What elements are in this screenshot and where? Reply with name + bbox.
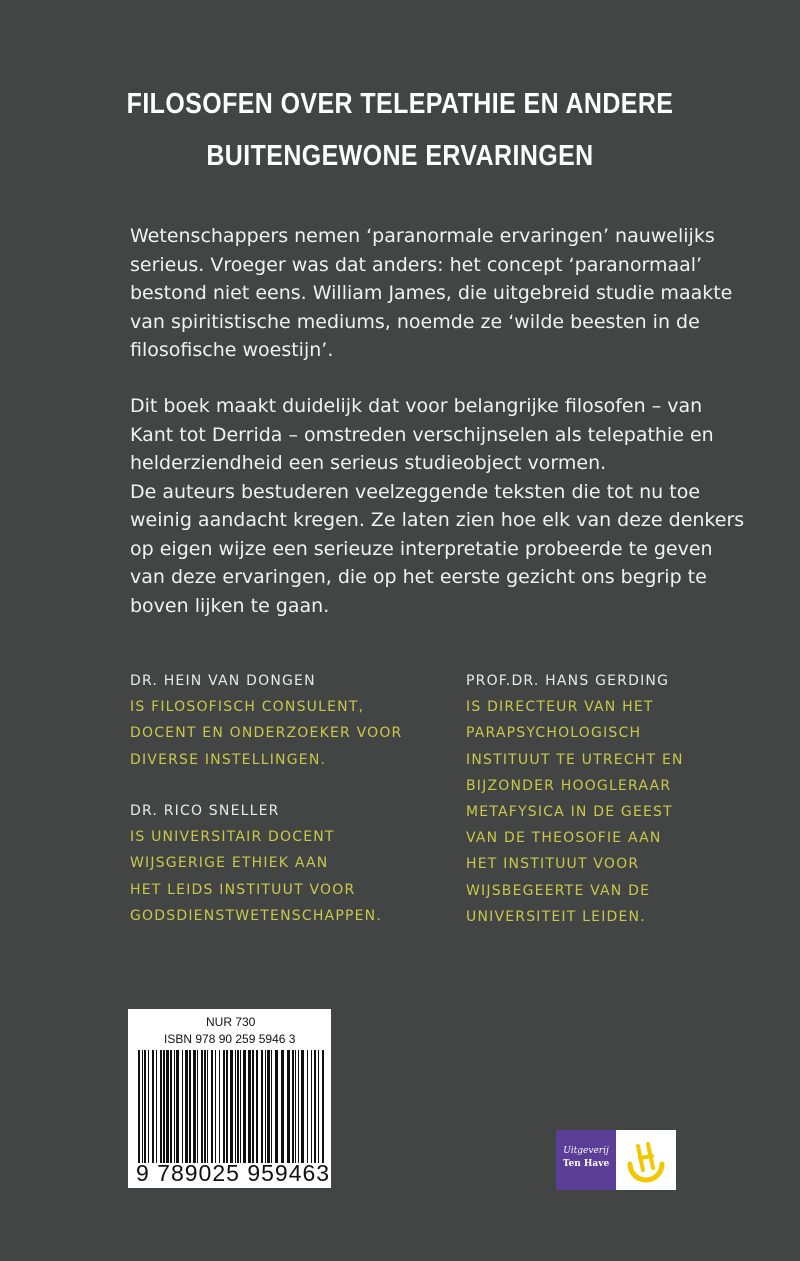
barcode-bar xyxy=(230,1050,233,1163)
publisher-logo xyxy=(556,1130,676,1190)
description-paragraph-2 xyxy=(130,392,745,620)
text-line: serieus. Vroeger was dat anders: het concept ‘paranormaal’ xyxy=(130,253,703,276)
barcode-bar xyxy=(226,1050,228,1163)
barcode-bar xyxy=(170,1050,172,1163)
barcode-bar xyxy=(148,1050,149,1163)
text-line: filosofische woestijn’. xyxy=(130,339,334,361)
isbn-text: ISBN 978 90 259 5946 3 xyxy=(164,1032,296,1046)
bio-line: HET LEIDS INSTITUUT VOOR xyxy=(130,881,356,898)
barcode-bars xyxy=(136,1050,326,1163)
barcode-bar xyxy=(281,1050,284,1163)
bio-line: WIJSBEGEERTE VAN DE xyxy=(466,882,651,899)
barcode-bar xyxy=(185,1050,188,1163)
barcode-bar xyxy=(207,1050,208,1163)
barcode-bar xyxy=(174,1050,175,1163)
bio-line: IS DIRECTEUR VAN HET xyxy=(466,699,654,716)
barcode-bar xyxy=(271,1050,272,1163)
barcode-bar xyxy=(138,1050,140,1163)
bio-line: PARAPSYCHOLOGISCH xyxy=(466,725,642,742)
bio-line: INSTITUUT TE UTRECHT EN xyxy=(466,751,684,768)
text-line: boven lijken te gaan. xyxy=(130,594,330,617)
barcode-bar xyxy=(265,1050,266,1163)
barcode-bar xyxy=(176,1050,179,1163)
barcode-bar xyxy=(314,1050,316,1163)
barcode-bar xyxy=(318,1050,319,1163)
bio-line: IS FILOSOFISCH CONSULENT, xyxy=(130,699,365,716)
barcode-bar xyxy=(292,1050,294,1163)
author-name: DR. HEIN VAN DONGEN xyxy=(130,673,316,689)
barcode-bar xyxy=(182,1050,183,1163)
title-line-2: BUITENGEWONE ERVARINGEN xyxy=(206,140,594,172)
barcode-bar xyxy=(261,1050,263,1163)
text-line: van spiritistische mediums, noemde ze ‘wilde beesten in de xyxy=(130,310,700,333)
barcode-bar xyxy=(215,1050,216,1163)
barcode-bar xyxy=(201,1050,203,1163)
text-line: Wetenschappers nemen ‘paranormale ervaringen’ nauwelijks xyxy=(130,225,715,247)
description-paragraph-1 xyxy=(130,222,733,365)
publisher-line-2: Ten Have xyxy=(562,1159,610,1169)
publisher-emblem xyxy=(616,1130,676,1190)
bio-line: GODSDIENSTWETENSCHAPPEN. xyxy=(130,907,382,924)
bio-line: VAN DE THEOSOFIE AAN xyxy=(466,830,662,847)
barcode-bar xyxy=(252,1050,254,1163)
author-bio-gerding xyxy=(466,668,684,930)
barcode-bar xyxy=(301,1050,304,1163)
barcode-bar xyxy=(307,1050,308,1163)
bio-line: DIVERSE INSTELLINGEN. xyxy=(130,751,327,768)
barcode-bar xyxy=(298,1050,299,1163)
bio-line: HET INSTITUUT VOOR xyxy=(466,856,640,873)
barcode-bar xyxy=(240,1050,241,1163)
barcode-bar xyxy=(152,1050,154,1163)
barcode-bar xyxy=(189,1050,191,1163)
publisher-wordmark xyxy=(556,1130,616,1190)
title-line-1: FILOSOFEN OVER TELEPATHIE EN ANDERE xyxy=(126,88,674,120)
bio-line: METAFYSICA IN DE GEEST xyxy=(466,804,673,821)
barcode-bar xyxy=(243,1050,246,1163)
bio-line: IS UNIVERSITAIR DOCENT xyxy=(130,829,335,846)
barcode-bar xyxy=(287,1050,290,1163)
barcode-bar xyxy=(275,1050,278,1163)
barcode-bar xyxy=(237,1050,239,1163)
barcode-bar xyxy=(144,1050,146,1163)
barcode-bar xyxy=(156,1050,157,1163)
barcode-bar xyxy=(193,1050,196,1163)
barcode-bar xyxy=(204,1050,206,1163)
barcode-bar xyxy=(223,1050,225,1163)
bio-line: BIJZONDER HOOGLERAAR xyxy=(466,777,672,794)
barcode-bar xyxy=(311,1050,312,1163)
author-bio-sneller xyxy=(130,798,382,929)
barcode-bar xyxy=(256,1050,258,1163)
barcode-bar xyxy=(197,1050,198,1163)
barcode-bar xyxy=(248,1050,251,1163)
barcode-bar xyxy=(166,1050,169,1163)
author-name: DR. RICO SNELLER xyxy=(130,803,280,819)
author-name: PROF.DR. HANS GERDING xyxy=(466,673,670,689)
barcode-bar xyxy=(142,1050,143,1163)
bio-line: UNIVERSITEIT LEIDEN. xyxy=(466,908,646,925)
text-line: bestond niet eens. William James, die uitgebreid studie maakte xyxy=(130,282,733,304)
bio-line: DOCENT EN ONDERZOEKER VOOR xyxy=(130,725,403,742)
barcode-bar xyxy=(295,1050,296,1163)
text-line: helderziendheid een serieus studieobject vormen. xyxy=(130,452,607,474)
text-line: weinig aandacht kregen. Ze laten zien hoe elk van deze denkers xyxy=(130,509,745,531)
text-line: op eigen wijze een serieuze interpretatie probeerde te geven xyxy=(130,537,713,560)
text-line: De auteurs bestuderen veelzeggende teksten die tot nu toe xyxy=(130,480,701,503)
barcode-bar xyxy=(235,1050,236,1163)
barcode-bar xyxy=(160,1050,162,1163)
barcode-bar xyxy=(219,1050,220,1163)
text-line: van deze ervaringen, die op het eerste gezicht ons begrip te xyxy=(130,566,707,588)
author-bio-van-dongen xyxy=(130,668,402,773)
bio-line: WIJSGERIGE ETHIEK AAN xyxy=(130,855,329,872)
isbn-barcode xyxy=(128,1009,331,1188)
barcode-number: 9 789025 959463 xyxy=(136,1160,331,1186)
barcode-bar xyxy=(322,1050,324,1163)
text-line: Dit boek maakt duidelijk dat voor belangrijke filosofen – van xyxy=(130,395,703,417)
ten-have-emblem-icon xyxy=(616,1130,676,1190)
barcode-bar xyxy=(211,1050,213,1163)
barcode-bar xyxy=(267,1050,270,1163)
barcode-bar xyxy=(163,1050,165,1163)
text-line: Kant tot Derrida – omstreden verschijnselen als telepathie en xyxy=(130,423,714,446)
publisher-line-1: Uitgeverij xyxy=(563,1146,609,1156)
nur-code: NUR 730 xyxy=(206,1015,256,1029)
book-title xyxy=(56,78,744,182)
